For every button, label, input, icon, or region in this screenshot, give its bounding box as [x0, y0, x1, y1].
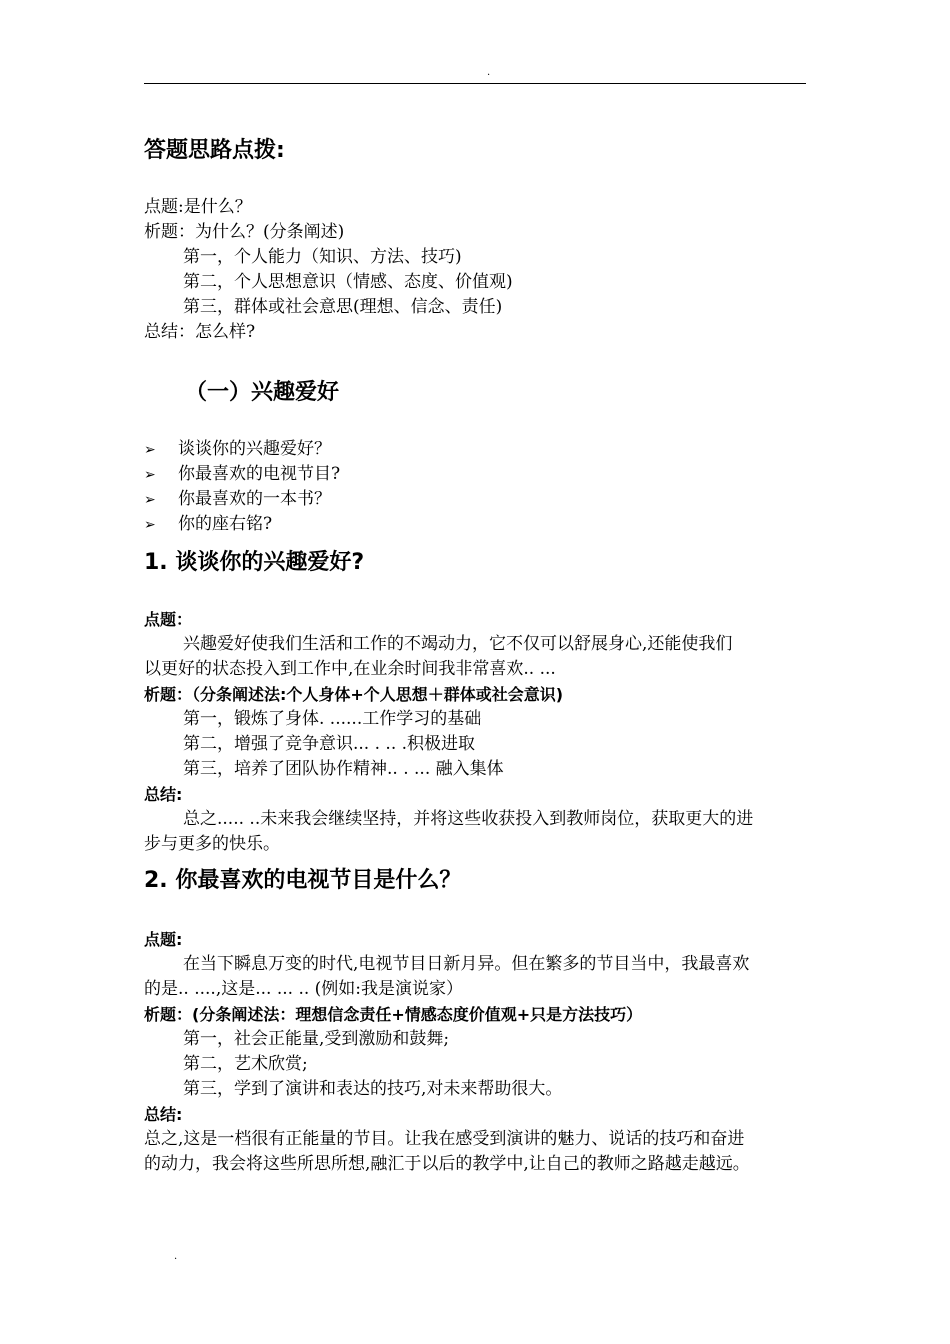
arrow-bullet-icon: ➢ — [144, 442, 156, 458]
intro-line: 第一，个人能力（知识、方法、技巧) — [183, 247, 462, 267]
bullet-item: ➢ 你的座右铭? — [144, 512, 272, 538]
header-rule — [144, 83, 806, 84]
q1-point-label: 点题： — [144, 610, 193, 629]
intro-title: 答题思路点拨: — [144, 138, 285, 163]
q2-summary-label: 总结: — [144, 1105, 183, 1124]
bullet-item: ➢ 你最喜欢的电视节目? — [144, 462, 340, 488]
q2-analysis-item: 第三，学到了演讲和表达的技巧,对未来帮助很大。 — [183, 1079, 563, 1099]
intro-line: 析题：为什么？(分条阐述) — [144, 222, 345, 242]
q2-point-text: 的是.. ....,这是... ... .. (例如:我是演说家） — [144, 979, 464, 999]
q2-summary-text: 总之,这是一档很有正能量的节目。让我在感受到演讲的魅力、说话的技巧和奋进 — [144, 1129, 745, 1149]
arrow-bullet-icon: ➢ — [144, 517, 156, 533]
q2-title: 2. 你最喜欢的电视节目是什么？ — [144, 868, 462, 893]
footer-mark: . — [174, 1251, 178, 1262]
q2-summary-text: 的动力，我会将这些所思所想,融汇于以后的教学中,让自己的教师之路越走越远。 — [144, 1154, 750, 1174]
q1-analysis-label: 析题：（分条阐述法:个人身体+个人思想＋群体或社会意识) — [144, 685, 564, 704]
intro-line: 总结：怎么样? — [144, 322, 256, 342]
bullet-item: ➢ 谈谈你的兴趣爱好？ — [144, 437, 331, 463]
q1-analysis-item: 第二，增强了竞争意识... . .. .积极进取 — [183, 734, 476, 754]
intro-line: 第二，个人思想意识（情感、态度、价值观) — [183, 272, 513, 292]
intro-line: 第三，群体或社会意思(理想、信念、责任) — [183, 297, 503, 317]
q1-point-text: 兴趣爱好使我们生活和工作的不竭动力，它不仅可以舒展身心,还能使我们 — [183, 634, 733, 654]
q1-title: 1. 谈谈你的兴趣爱好? — [144, 550, 365, 575]
q2-analysis-item: 第二，艺术欣赏; — [183, 1054, 308, 1074]
arrow-bullet-icon: ➢ — [144, 492, 156, 508]
q2-point-text: 在当下瞬息万变的时代,电视节目日新月异。但在繁多的节目当中，我最喜欢 — [183, 954, 750, 974]
arrow-bullet-icon: ➢ — [144, 467, 156, 483]
q1-summary-label: 总结: — [144, 785, 183, 804]
section-title: （一）兴趣爱好 — [185, 380, 340, 405]
q2-analysis-item: 第一，社会正能量,受到激励和鼓舞; — [183, 1029, 450, 1049]
q1-analysis-item: 第一，锻炼了身体. ......工作学习的基础 — [183, 709, 482, 729]
q1-analysis-item: 第三，培养了团队协作精神.. . ... 融入集体 — [183, 759, 504, 779]
q1-summary-text: 总之..... ..未来我会继续坚持，并将这些收获投入到教师岗位，获取更大的进 — [183, 809, 754, 829]
q1-point-text: 以更好的状态投入到工作中,在业余时间我非常喜欢.. ... — [144, 659, 556, 679]
q2-point-label: 点题: — [144, 930, 183, 949]
header-mark: . — [487, 67, 491, 78]
bullet-item: ➢ 你最喜欢的一本书？ — [144, 487, 331, 513]
q1-summary-text: 步与更多的快乐。 — [144, 834, 280, 854]
intro-line: 点题:是什么？ — [144, 197, 252, 217]
q2-analysis-label: 析题：(分条阐述法：理想信念责任+情感态度价值观+只是方法技巧） — [144, 1005, 643, 1024]
